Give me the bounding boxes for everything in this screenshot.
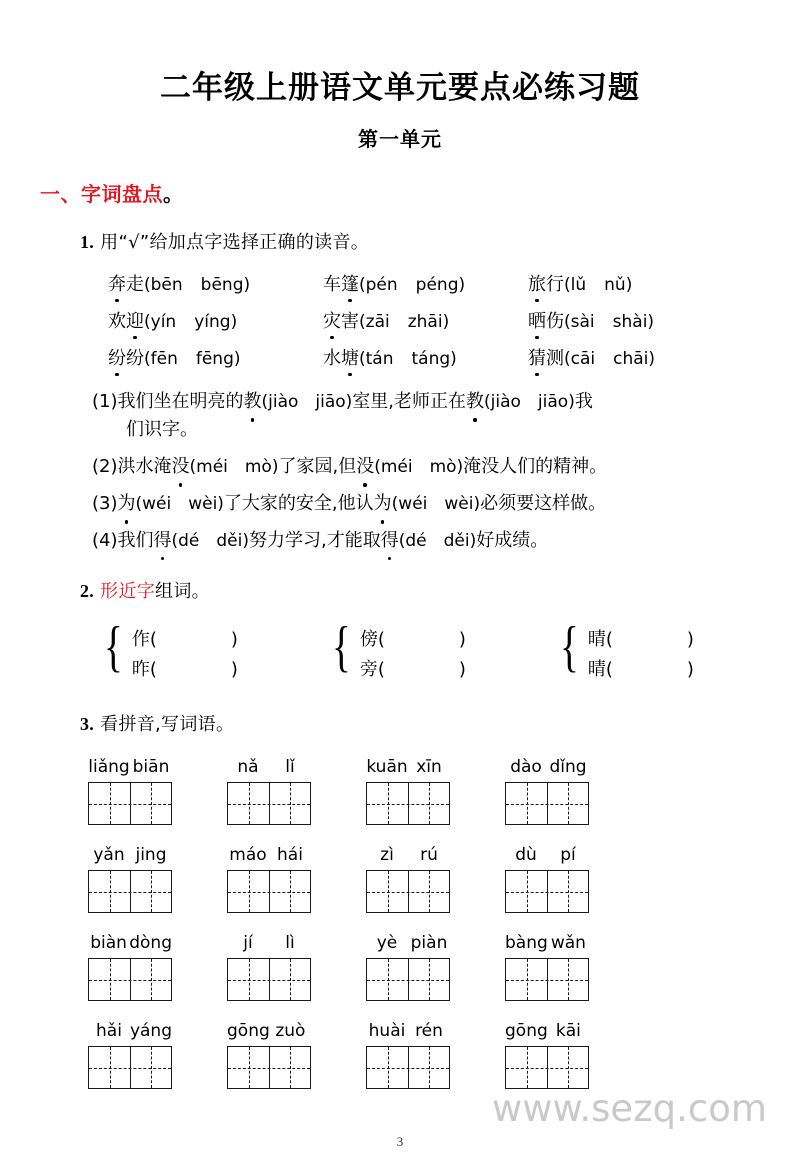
- tianzige-cell[interactable]: [367, 959, 408, 1000]
- choice-word-post: 伤: [546, 311, 564, 332]
- dotted-character: 迎: [126, 307, 144, 333]
- dotted-character: 没: [356, 453, 374, 481]
- pair-line[interactable]: 旁( ): [359, 659, 466, 681]
- grid-pinyin-b: dòng: [129, 933, 172, 954]
- tianzige-cell[interactable]: [130, 959, 171, 1000]
- writing-grid-word[interactable]: [366, 932, 450, 1001]
- pair-line[interactable]: 傍( ): [359, 629, 466, 651]
- grid-pinyin-b: rén: [415, 1021, 443, 1042]
- pair-character: 傍: [359, 629, 378, 651]
- grid-pinyin-b: xīn: [416, 757, 442, 778]
- sentence-pinyin-a[interactable]: (méi mò): [189, 456, 279, 477]
- tianzige-cell[interactable]: [89, 871, 130, 912]
- choice-word-post: 走: [126, 274, 144, 295]
- tianzige-cell[interactable]: [506, 783, 547, 824]
- character-pair-group: [332, 616, 560, 685]
- character-pair-group: [560, 616, 694, 685]
- writing-grid-word[interactable]: [88, 844, 172, 913]
- sentence-label: (4): [92, 529, 118, 551]
- choice-item[interactable]: 车篷(pén péng): [323, 270, 528, 296]
- pinyin-option-b[interactable]: yíng: [194, 312, 231, 332]
- choice-item[interactable]: 灾害(zāi zhāi): [323, 307, 528, 333]
- tianzige-cell[interactable]: [269, 871, 310, 912]
- grid-pinyin-a: dào: [510, 757, 542, 778]
- sentence-label: (3): [92, 492, 118, 514]
- tianzige-boxes[interactable]: [88, 958, 172, 1001]
- question-2-title-rest: 组词。: [155, 581, 210, 603]
- character-pair-group: [104, 616, 332, 685]
- writing-grid-row: [88, 932, 800, 1001]
- sentence-text-b: 努力学习,才能取: [249, 529, 381, 551]
- tianzige-boxes[interactable]: [227, 1046, 311, 1089]
- choice-item[interactable]: 奔走(bēn bēng): [108, 270, 323, 296]
- question-3-number: 3.: [80, 714, 95, 735]
- sentence-item: [92, 490, 800, 518]
- tianzige-cell[interactable]: [89, 959, 130, 1000]
- writing-grid-word[interactable]: [227, 932, 311, 1001]
- writing-grid-word[interactable]: [505, 844, 589, 913]
- sentence-text-b: 了大家的安全,他认: [223, 492, 374, 514]
- writing-grid-word[interactable]: [227, 1020, 311, 1089]
- tianzige-cell[interactable]: [547, 959, 588, 1000]
- question-1-number: 1.: [80, 232, 95, 252]
- tianzige-cell[interactable]: [89, 783, 130, 824]
- grid-pinyin-b: hái: [277, 845, 303, 866]
- writing-grid-section: [0, 756, 800, 1089]
- grid-pinyin-a: huài: [368, 1021, 406, 1042]
- curly-brace-icon: {: [560, 616, 579, 679]
- tianzige-boxes[interactable]: [227, 958, 311, 1001]
- pinyin-option-a[interactable]: bēn: [150, 275, 183, 295]
- section-number: 一、: [40, 182, 81, 206]
- tianzige-boxes[interactable]: [505, 870, 589, 913]
- sentence-text-b: 室里,老师正在: [352, 391, 467, 412]
- watermark: www.sezq.com: [492, 1087, 767, 1130]
- grid-pinyin-a: máo: [229, 845, 267, 866]
- sentence-continuation: 们识字。: [126, 418, 198, 440]
- grid-pinyin-b: wǎn: [550, 933, 586, 954]
- pinyin-option-b[interactable]: shài: [612, 312, 648, 332]
- sentence-text-c: 好成绩。: [476, 529, 549, 551]
- writing-grid-row: [88, 844, 800, 913]
- tianzige-cell[interactable]: [506, 1047, 547, 1088]
- pinyin-option-a[interactable]: cāi: [570, 349, 596, 369]
- choice-word-pre: 车: [323, 274, 341, 295]
- pinyin-option-b[interactable]: fēng: [195, 349, 234, 369]
- writing-grid-word[interactable]: [88, 932, 172, 1001]
- sentence-text-b: 了家园,但: [278, 455, 357, 477]
- curly-brace-icon: {: [104, 616, 123, 679]
- curly-brace-icon: {: [332, 616, 351, 679]
- grid-pinyin-b: yáng: [129, 1021, 172, 1042]
- choice-item[interactable]: 猜测(cāi chāi): [528, 344, 655, 370]
- sentence-pinyin-a[interactable]: (jiào jiāo): [261, 392, 353, 412]
- tianzige-cell[interactable]: [130, 871, 171, 912]
- tianzige-cell[interactable]: [228, 959, 269, 1000]
- grid-pinyin-a: zì: [380, 845, 394, 866]
- sentence-pinyin-b[interactable]: (méi mò): [374, 456, 464, 477]
- tianzige-cell[interactable]: [367, 1047, 408, 1088]
- choice-row: [108, 270, 800, 296]
- pinyin-option-b[interactable]: zhāi: [407, 312, 443, 332]
- pinyin-option-b[interactable]: bēng: [200, 275, 244, 295]
- pinyin-option-a[interactable]: zāi: [365, 312, 390, 332]
- tianzige-boxes[interactable]: [366, 1046, 450, 1089]
- tianzige-boxes[interactable]: [88, 1046, 172, 1089]
- grid-pinyin-b: piàn: [410, 933, 448, 954]
- sentence-text-c: 我: [574, 391, 593, 412]
- page-number: 3: [396, 1134, 404, 1149]
- dotted-character: 晒: [528, 307, 546, 333]
- tianzige-cell[interactable]: [408, 1047, 449, 1088]
- pair-character: 昨: [131, 659, 150, 681]
- tianzige-boxes[interactable]: [227, 782, 311, 825]
- pinyin-choice-block: [108, 270, 800, 370]
- dotted-character: 教: [466, 388, 484, 416]
- pinyin-option-a[interactable]: pén: [365, 275, 398, 295]
- grid-pinyin-a: nǎ: [237, 757, 259, 778]
- tianzige-cell[interactable]: [408, 871, 449, 912]
- choice-word-pre: 欢: [108, 311, 126, 332]
- pinyin-option-b[interactable]: táng: [411, 349, 451, 369]
- tianzige-boxes[interactable]: [366, 870, 450, 913]
- writing-grid-row: [88, 756, 800, 825]
- writing-grid-word[interactable]: [366, 756, 450, 825]
- sentence-text-a: 我们: [117, 529, 154, 551]
- tianzige-cell[interactable]: [89, 1047, 130, 1088]
- choice-word-post: 纷: [126, 348, 144, 369]
- question-1-title: 用“√”给加点字选择正确的读音。: [100, 232, 370, 253]
- sentence-item: [92, 527, 800, 555]
- tianzige-cell[interactable]: [367, 871, 408, 912]
- choice-word-post: 行: [546, 274, 564, 295]
- sentence-list: [92, 388, 800, 554]
- tianzige-cell[interactable]: [228, 1047, 269, 1088]
- pair-character: 晴: [587, 629, 606, 651]
- tianzige-cell[interactable]: [547, 1047, 588, 1088]
- pinyin-option-a[interactable]: sài: [570, 312, 595, 332]
- pair-character: 作: [131, 629, 150, 651]
- writing-grid-word[interactable]: [505, 932, 589, 1001]
- dotted-character: 灾: [323, 307, 341, 333]
- grid-pinyin-a: hǎi: [96, 1021, 122, 1042]
- grid-pinyin-b: rú: [420, 845, 438, 866]
- tianzige-cell[interactable]: [130, 783, 171, 824]
- writing-grid-word[interactable]: [366, 844, 450, 913]
- tianzige-cell[interactable]: [408, 959, 449, 1000]
- tianzige-cell[interactable]: [367, 783, 408, 824]
- tianzige-boxes[interactable]: [505, 782, 589, 825]
- grid-pinyin-a: gōng: [505, 1021, 548, 1042]
- sentence-pinyin-b[interactable]: (jiào jiāo): [484, 392, 575, 412]
- sentence-text-c: 淹没人们的精神。: [463, 455, 608, 477]
- grid-pinyin-b: lì: [285, 933, 295, 954]
- pair-character: 旁: [359, 659, 378, 681]
- writing-grid-word[interactable]: [227, 844, 311, 913]
- sentence-pinyin-b[interactable]: (dé děi): [398, 530, 477, 551]
- question-3-title: 看拼音,写词语。: [100, 714, 235, 736]
- dotted-character: 奔: [108, 270, 126, 296]
- sentence-pinyin-a[interactable]: (wéi wèi): [135, 493, 224, 514]
- tianzige-boxes[interactable]: [88, 782, 172, 825]
- sentence-item: [92, 388, 800, 444]
- tianzige-cell[interactable]: [228, 871, 269, 912]
- tianzige-boxes[interactable]: [505, 958, 589, 1001]
- tianzige-boxes[interactable]: [505, 1046, 589, 1089]
- tianzige-cell[interactable]: [506, 959, 547, 1000]
- writing-grid-word[interactable]: [88, 1020, 172, 1089]
- tianzige-cell[interactable]: [408, 783, 449, 824]
- grid-pinyin-a: biàn: [90, 933, 127, 954]
- pair-line[interactable]: 晴( ): [587, 629, 694, 651]
- choice-item[interactable]: 纷纷(fēn fēng): [108, 344, 323, 370]
- tianzige-cell[interactable]: [506, 871, 547, 912]
- tianzige-boxes[interactable]: [227, 870, 311, 913]
- tianzige-boxes[interactable]: [366, 958, 450, 1001]
- choice-word-pre: 水: [323, 348, 341, 369]
- dotted-character: 得: [154, 527, 172, 555]
- grid-pinyin-a: jí: [243, 933, 253, 954]
- sentence-label: (1): [92, 391, 118, 412]
- dotted-character: 为: [118, 490, 136, 518]
- sentence-text-a: 我们坐在明亮的: [117, 391, 244, 412]
- similar-character-pairs: [104, 616, 800, 685]
- choice-item[interactable]: 水塘(tán táng): [323, 344, 528, 370]
- section-title: 字词盘点: [81, 182, 163, 206]
- pair-character: 晴: [587, 659, 606, 681]
- dotted-character: 没: [172, 453, 190, 481]
- choice-word-post: 害: [341, 311, 359, 332]
- writing-grid-row: [88, 1020, 800, 1089]
- dotted-character: 教: [244, 388, 262, 416]
- grid-pinyin-b: kāi: [555, 1021, 581, 1042]
- writing-grid-word[interactable]: [505, 756, 589, 825]
- pinyin-option-b[interactable]: péng: [415, 275, 459, 295]
- choice-word-post: 测: [546, 348, 564, 369]
- grid-pinyin-a: liǎng: [88, 757, 130, 778]
- question-2-title-highlight: 形近字: [100, 581, 156, 603]
- choice-item[interactable]: 旅行(lǔ nǔ): [528, 270, 632, 296]
- pinyin-option-a[interactable]: lǔ: [570, 275, 587, 295]
- grid-pinyin-a: dù: [515, 845, 537, 866]
- grid-pinyin-a: yǎn: [93, 845, 125, 866]
- grid-pinyin-a: kuān: [366, 757, 408, 778]
- choice-row: [108, 307, 800, 333]
- page-title: 二年级上册语文单元要点必练习题: [160, 70, 640, 106]
- tianzige-boxes[interactable]: [366, 782, 450, 825]
- grid-pinyin-b: pí: [560, 845, 576, 866]
- pinyin-option-b[interactable]: nǔ: [604, 275, 626, 295]
- dotted-character: 为: [374, 490, 392, 518]
- sentence-label: (2): [92, 455, 118, 477]
- pinyin-option-a[interactable]: fēn: [150, 349, 178, 369]
- tianzige-cell[interactable]: [547, 871, 588, 912]
- sentence-item: [92, 453, 800, 481]
- question-2: [80, 578, 800, 605]
- grid-pinyin-a: yè: [376, 933, 398, 954]
- dotted-character: 塘: [341, 344, 359, 370]
- grid-pinyin-a: gōng: [227, 1021, 270, 1042]
- grid-pinyin-b: dǐng: [549, 757, 587, 778]
- pinyin-option-a[interactable]: tán: [365, 349, 394, 369]
- pair-line[interactable]: 昨( ): [131, 659, 238, 681]
- grid-pinyin-b: lǐ: [285, 757, 295, 778]
- dotted-character: 猜: [528, 344, 546, 370]
- dotted-character: 得: [381, 527, 399, 555]
- grid-pinyin-b: zuò: [275, 1021, 306, 1042]
- grid-pinyin-a: bàng: [505, 933, 548, 954]
- dotted-character: 旅: [528, 270, 546, 296]
- sentence-pinyin-a[interactable]: (dé děi): [171, 530, 249, 551]
- question-3: [80, 711, 800, 738]
- tianzige-cell[interactable]: [269, 959, 310, 1000]
- tianzige-cell[interactable]: [269, 783, 310, 824]
- pinyin-option-b[interactable]: chāi: [613, 349, 649, 369]
- sentence-text-c: 必须要这样做。: [480, 492, 607, 514]
- pinyin-option-a[interactable]: yín: [150, 312, 177, 332]
- sentence-text-a: 洪水淹: [117, 455, 172, 477]
- tianzige-cell[interactable]: [130, 1047, 171, 1088]
- choice-item[interactable]: 欢迎(yín yíng): [108, 307, 323, 333]
- writing-grid-word[interactable]: [227, 756, 311, 825]
- choice-item[interactable]: 晒伤(sài shài): [528, 307, 654, 333]
- writing-grid-word[interactable]: [88, 756, 172, 825]
- grid-pinyin-b: biān: [132, 757, 170, 778]
- pair-line[interactable]: 晴( ): [587, 659, 694, 681]
- dotted-character: 篷: [341, 270, 359, 296]
- tianzige-cell[interactable]: [547, 783, 588, 824]
- page-subtitle: 第一单元: [358, 127, 442, 151]
- tianzige-boxes[interactable]: [88, 870, 172, 913]
- sentence-pinyin-b[interactable]: (wéi wèi): [391, 493, 481, 514]
- pair-line[interactable]: 作( ): [131, 629, 238, 651]
- grid-pinyin-b: jing: [135, 845, 167, 866]
- section-period: 。: [163, 182, 184, 206]
- writing-grid-word[interactable]: [505, 1020, 589, 1089]
- writing-grid-word[interactable]: [366, 1020, 450, 1089]
- tianzige-cell[interactable]: [269, 1047, 310, 1088]
- choice-row: [108, 344, 800, 370]
- section-heading: [40, 178, 800, 207]
- question-2-number: 2.: [80, 581, 95, 602]
- question-1: [80, 229, 800, 256]
- tianzige-cell[interactable]: [228, 783, 269, 824]
- dotted-character: 纷: [108, 344, 126, 370]
